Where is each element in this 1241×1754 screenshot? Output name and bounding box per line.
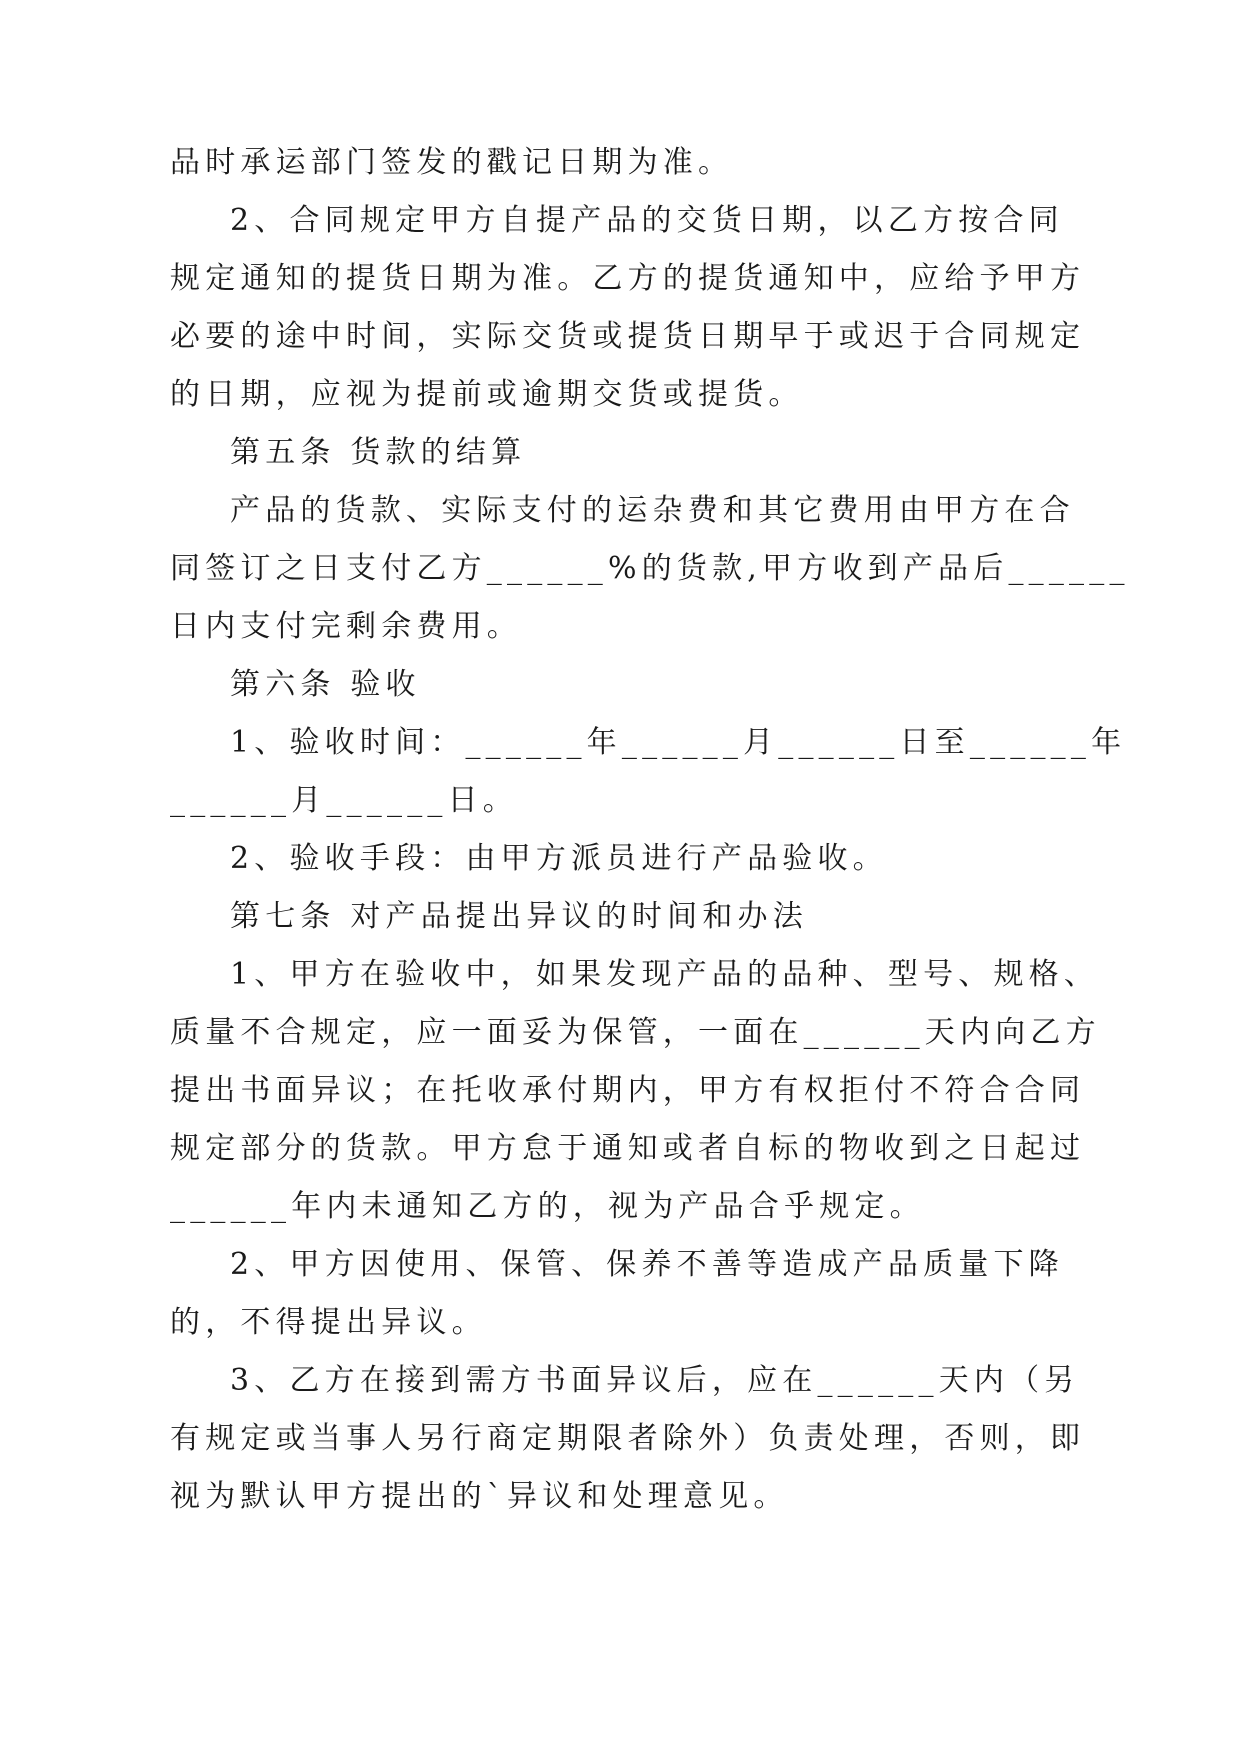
text-line: 2、验收手段：由甲方派员进行产品验收。 bbox=[230, 841, 888, 876]
text-line: 日内支付完剩余费用。 bbox=[170, 609, 522, 644]
text-line: ______年内未通知乙方的，视为产品合乎规定。 bbox=[170, 1189, 925, 1224]
text-line: 质量不合规定，应一面妥为保管，一面在______天内向乙方 bbox=[170, 1015, 1101, 1050]
text-line: 2、甲方因使用、保管、保养不善等造成产品质量下降 bbox=[230, 1247, 1064, 1282]
text-line: 规定通知的提货日期为准。乙方的提货通知中，应给予甲方 bbox=[170, 261, 1086, 296]
text-line: 3、乙方在接到需方书面异议后，应在______天内（另 bbox=[230, 1363, 1080, 1398]
text-line: 产品的货款、实际支付的运杂费和其它费用由甲方在合 bbox=[230, 493, 1075, 528]
section-heading: 第七条 对产品提出异议的时间和办法 bbox=[230, 899, 808, 934]
text-line: 2、合同规定甲方自提产品的交货日期，以乙方按合同 bbox=[230, 203, 1064, 238]
text-line: 品时承运部门签发的戳记日期为准。 bbox=[170, 145, 734, 180]
text-line: 必要的途中时间，实际交货或提货日期早于或迟于合同规定 bbox=[170, 319, 1086, 354]
text-line: 1、甲方在验收中，如果发现产品的品种、型号、规格、 bbox=[230, 957, 1100, 992]
text-line: 规定部分的货款。甲方怠于通知或者自标的物收到之日起过 bbox=[170, 1131, 1086, 1166]
text-line: 的，不得提出异议。 bbox=[170, 1305, 487, 1340]
section-heading: 第五条 货款的结算 bbox=[230, 435, 527, 470]
text-line: 的日期，应视为提前或逾期交货或提货。 bbox=[170, 377, 804, 412]
section-heading: 第六条 验收 bbox=[230, 667, 421, 702]
text-line: 1、验收时间：______年______月______日至______年 bbox=[230, 725, 1127, 760]
text-line: 视为默认甲方提出的`异议和处理意见。 bbox=[170, 1479, 789, 1514]
text-line: 有规定或当事人另行商定期限者除外）负责处理，否则，即 bbox=[170, 1421, 1086, 1456]
text-line: ______月______日。 bbox=[170, 783, 518, 818]
text-line: 提出书面异议；在托收承付期内，甲方有权拒付不符合合同 bbox=[170, 1073, 1086, 1108]
text-line: 同签订之日支付乙方______%的货款,甲方收到产品后______ bbox=[170, 551, 1130, 586]
